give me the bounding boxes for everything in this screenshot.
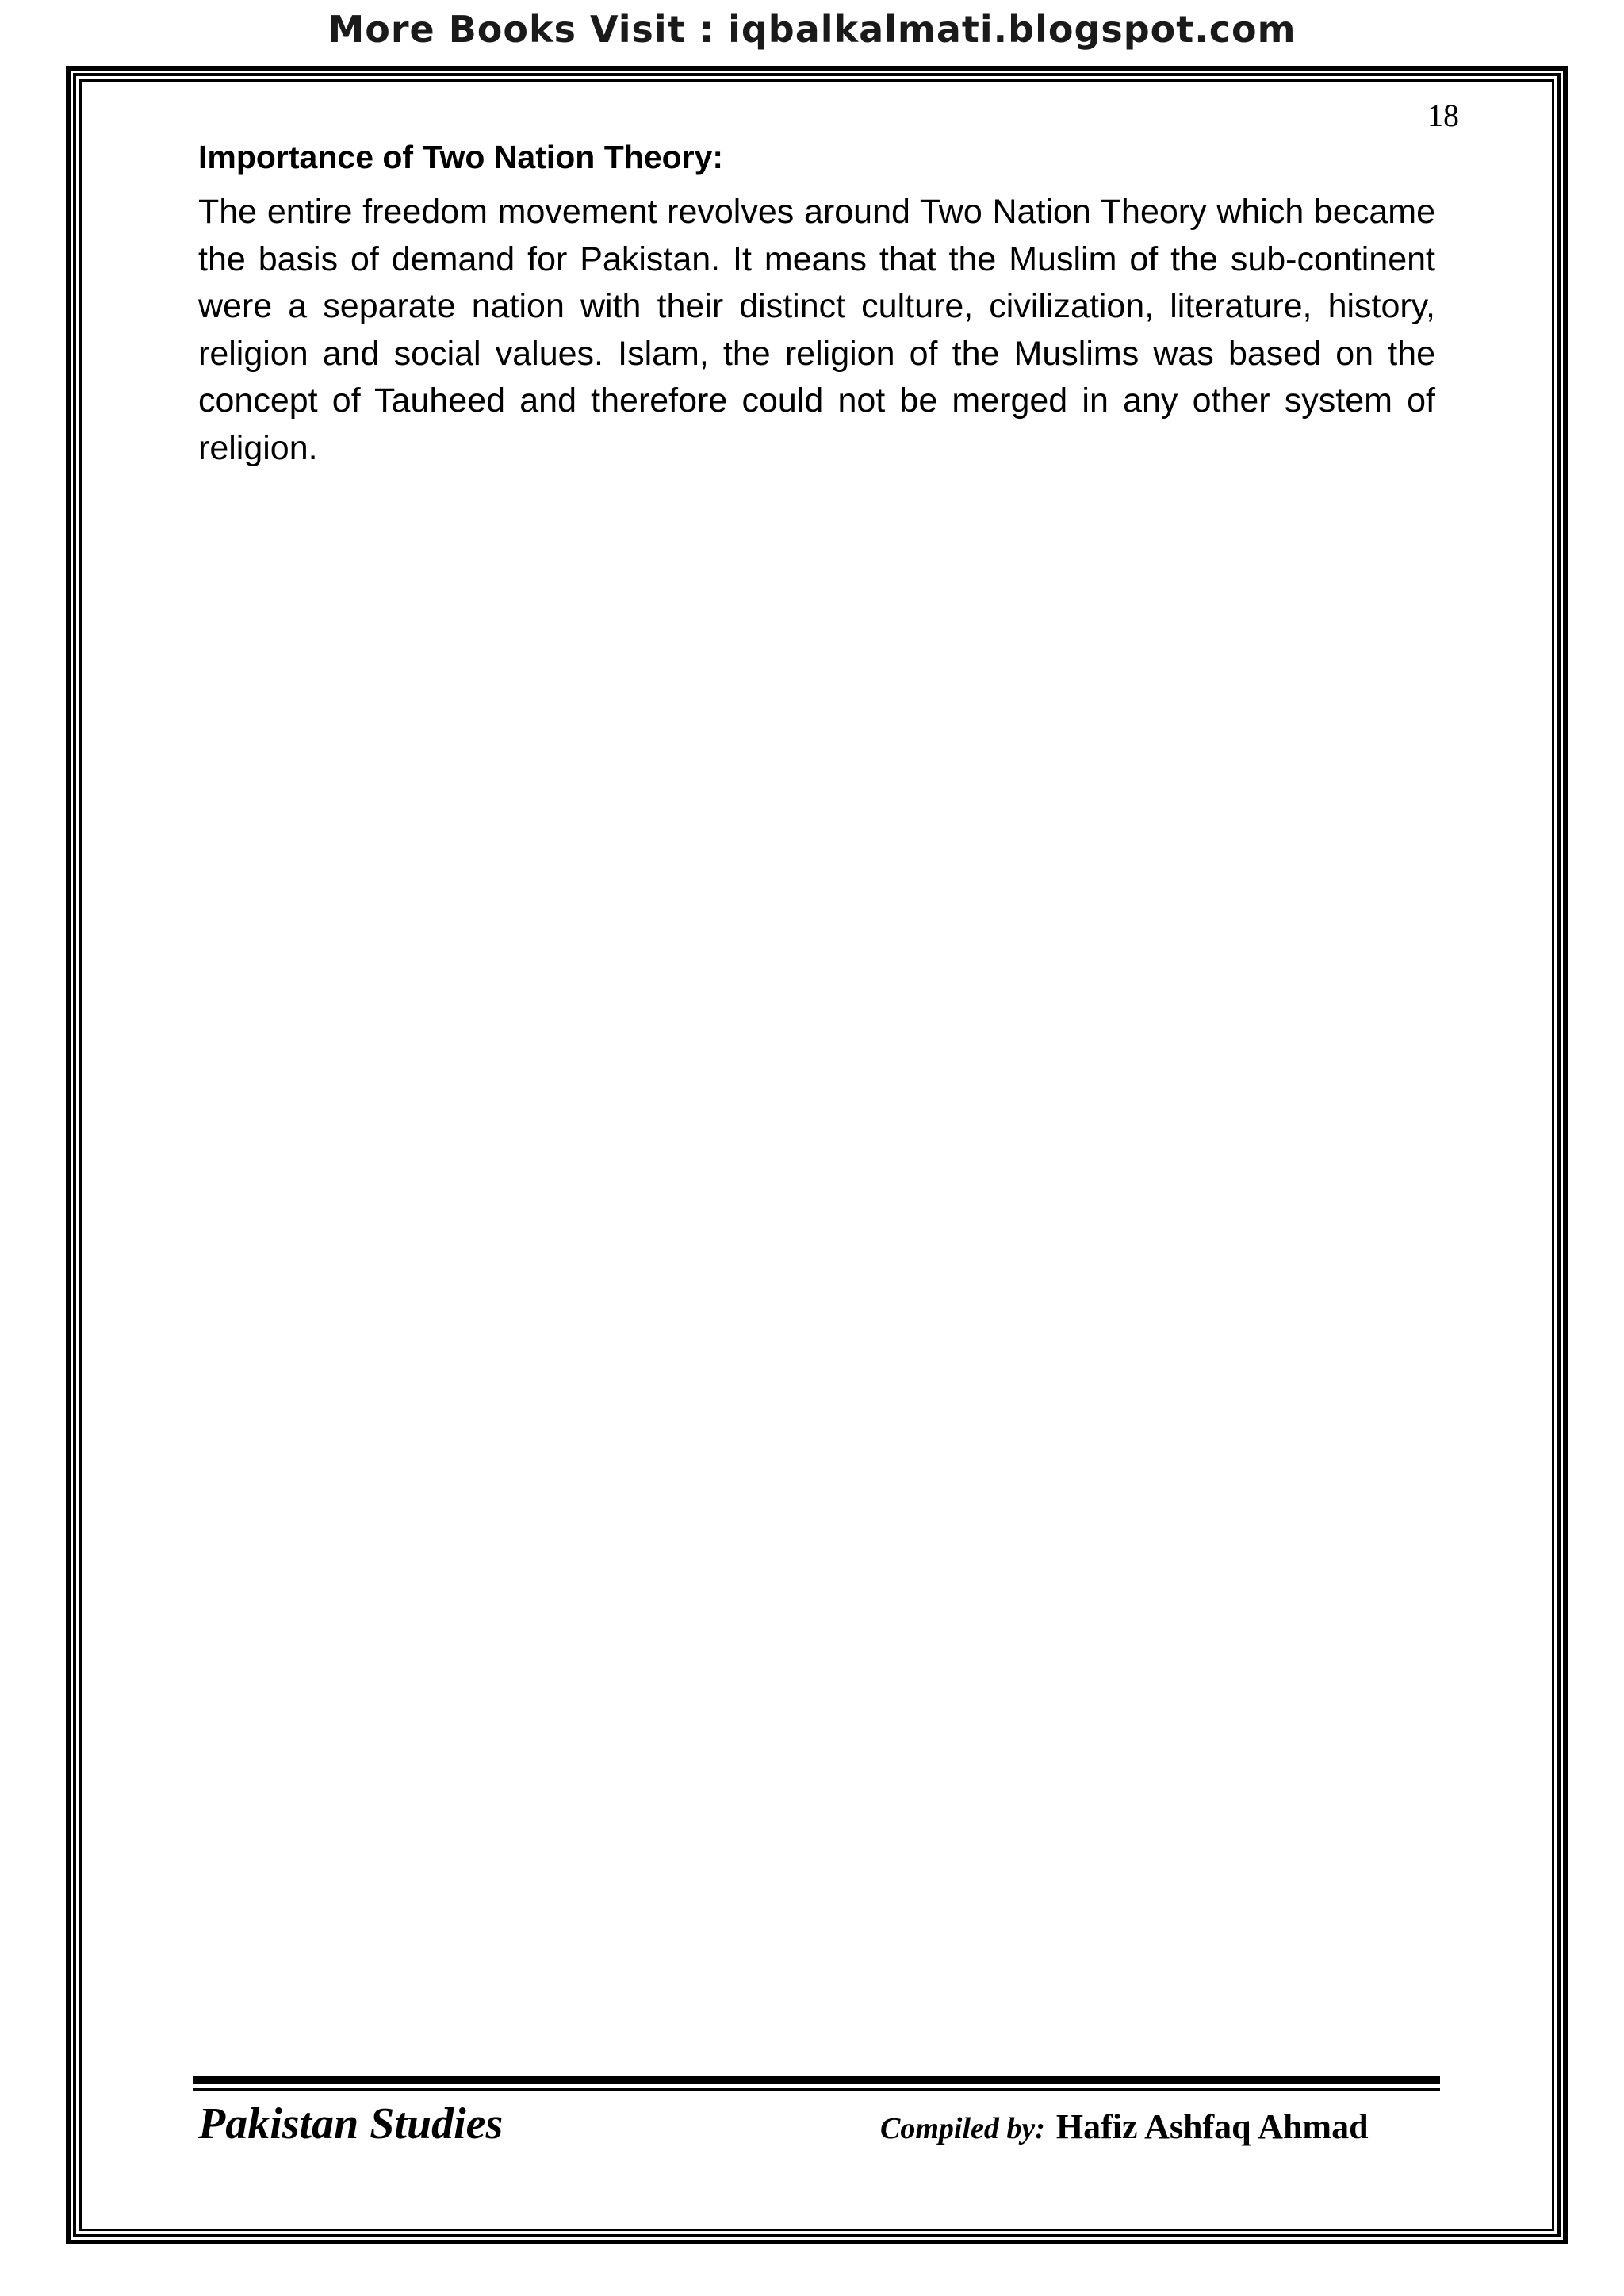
footer-rule-thick [193, 2076, 1440, 2084]
compiler-name: Hafiz Ashfaq Ahmad [1055, 2107, 1369, 2146]
website-banner: More Books Visit : iqbalkalmati.blogspot.com [327, 8, 1297, 51]
footer-book-title: Pakistan Studies [198, 2099, 504, 2148]
footer-rule-thin [193, 2088, 1440, 2091]
footer-credit [880, 2103, 1369, 2159]
section-heading: Importance of Two Nation Theory: [198, 139, 724, 175]
compiled-by-label: Compiled by: [880, 2112, 1045, 2145]
page-number: 18 [1427, 98, 1459, 133]
body-paragraph: The entire freedom movement revolves around Two Nation Theory which became the basis of demand for Pakistan. It means that the Muslim of the sub-continent were a separate nation with their distinct culture, civilization, literature, history, religion and social values. Islam, the religion of the Muslims was based on the concept of Tauheed and therefore could not be merged in any other system of religion. [198, 193, 1435, 467]
